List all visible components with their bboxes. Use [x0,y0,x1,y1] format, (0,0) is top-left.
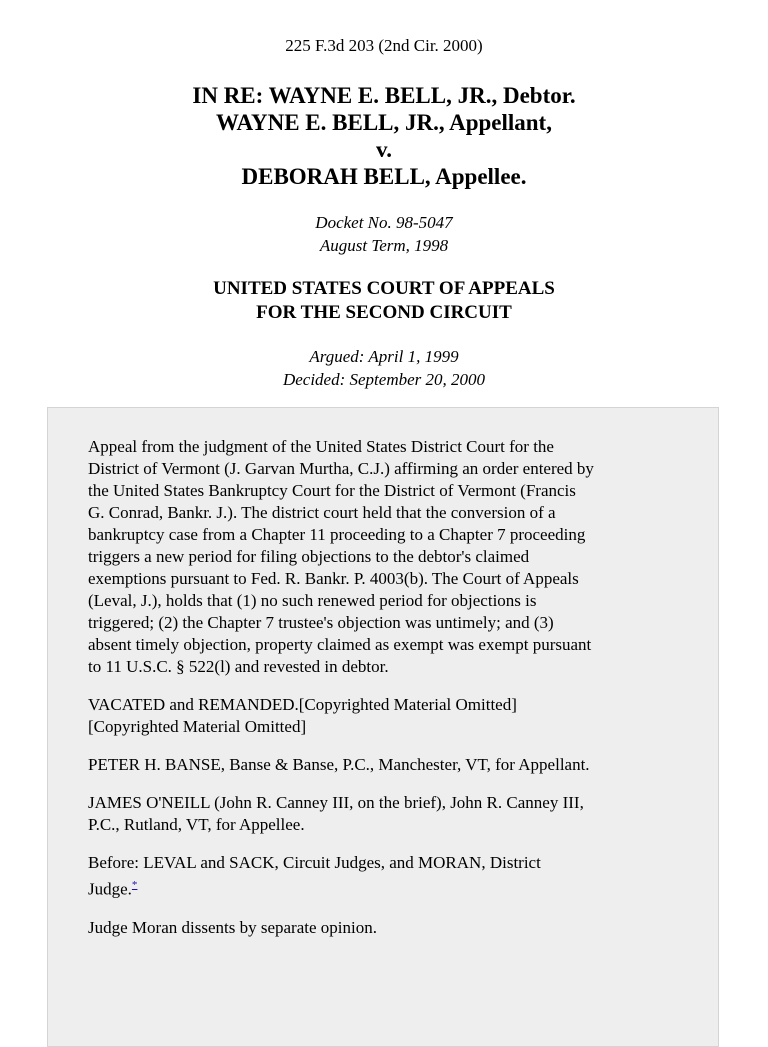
syllabus-line: (Leval, J.), holds that (1) no such renewed period for objections is [88,591,537,610]
case-summary [88,436,688,955]
dissent-note [88,917,688,939]
syllabus-line: bankruptcy case from a Chapter 11 proceeding to a Chapter 7 proceeding [88,525,586,544]
footnote-link[interactable]: * [131,879,138,891]
dissent-note-text: Judge Moran dissents by separate opinion. [88,917,377,937]
case-summary-box [47,407,719,1047]
disposition-paragraph [88,694,688,738]
panel-line-2-wrap [88,874,688,901]
syllabus-line: absent timely objection, property claimed as exempt was exempt pursuant [88,635,592,654]
case-caption [0,82,768,190]
appellant-counsel-text: PETER H. BANSE, Banse & Banse, P.C., Manchester, VT, for Appellant. [88,755,590,774]
court-line-1: UNITED STATES COURT OF APPEALS [213,278,555,299]
syllabus-line: District of Vermont (J. Garvan Murtha, C.J.) affirming an order entered by [88,459,594,478]
caption-appellant: WAYNE E. BELL, JR., Appellant, [216,110,552,135]
docket-info [0,211,768,257]
decided-date: Decided: September 20, 2000 [282,370,486,389]
appellee-counsel-line-2: P.C., Rutland, VT, for Appellee. [88,815,305,834]
docket-term: August Term, 1998 [319,236,449,255]
caption-appellee: DEBORAH BELL, Appellee. [241,164,527,189]
appellee-counsel-line-1: JAMES O'NEILL (John R. Canney III, on the brief), John R. Canney III, [88,793,584,812]
argued-date: Argued: April 1, 1999 [309,347,459,366]
syllabus-line: triggers a new period for filing objections to the debtor's claimed [88,547,530,566]
syllabus-line: Appeal from the judgment of the United States District Court for the [88,437,554,456]
caption-versus: v. [376,137,392,162]
syllabus-line: exemptions pursuant to Fed. R. Bankr. P. 4003(b). The Court of Appeals [88,569,579,588]
appellant-counsel [88,754,688,776]
syllabus-line: G. Conrad, Bankr. J.). The district court held that the conversion of a [88,503,556,522]
appellee-counsel [88,792,688,836]
syllabus-paragraph [88,436,688,678]
case-dates [0,345,768,391]
syllabus-line: triggered; (2) the Chapter 7 trustee's objection was untimely; and (3) [88,613,554,632]
citation: 225 F.3d 203 (2nd Cir. 2000) [285,36,483,55]
panel-line-1: Before: LEVAL and SACK, Circuit Judges, and MORAN, District [88,853,541,872]
caption-debtor: IN RE: WAYNE E. BELL, JR., Debtor. [192,83,576,108]
disposition-line-2: [Copyrighted Material Omitted] [88,717,307,736]
docket-number: Docket No. 98-5047 [315,213,453,232]
syllabus-line: to 11 U.S.C. § 522(l) and revested in debtor. [88,657,389,676]
court-line-2: FOR THE SECOND CIRCUIT [256,302,512,323]
disposition-line-1: VACATED and REMANDED.[Copyrighted Material Omitted] [88,695,517,714]
court-name [0,277,768,325]
panel-line-2: Judge. [88,879,132,899]
syllabus-line: the United States Bankruptcy Court for the District of Vermont (Francis [88,481,576,500]
panel-paragraph [88,852,688,901]
